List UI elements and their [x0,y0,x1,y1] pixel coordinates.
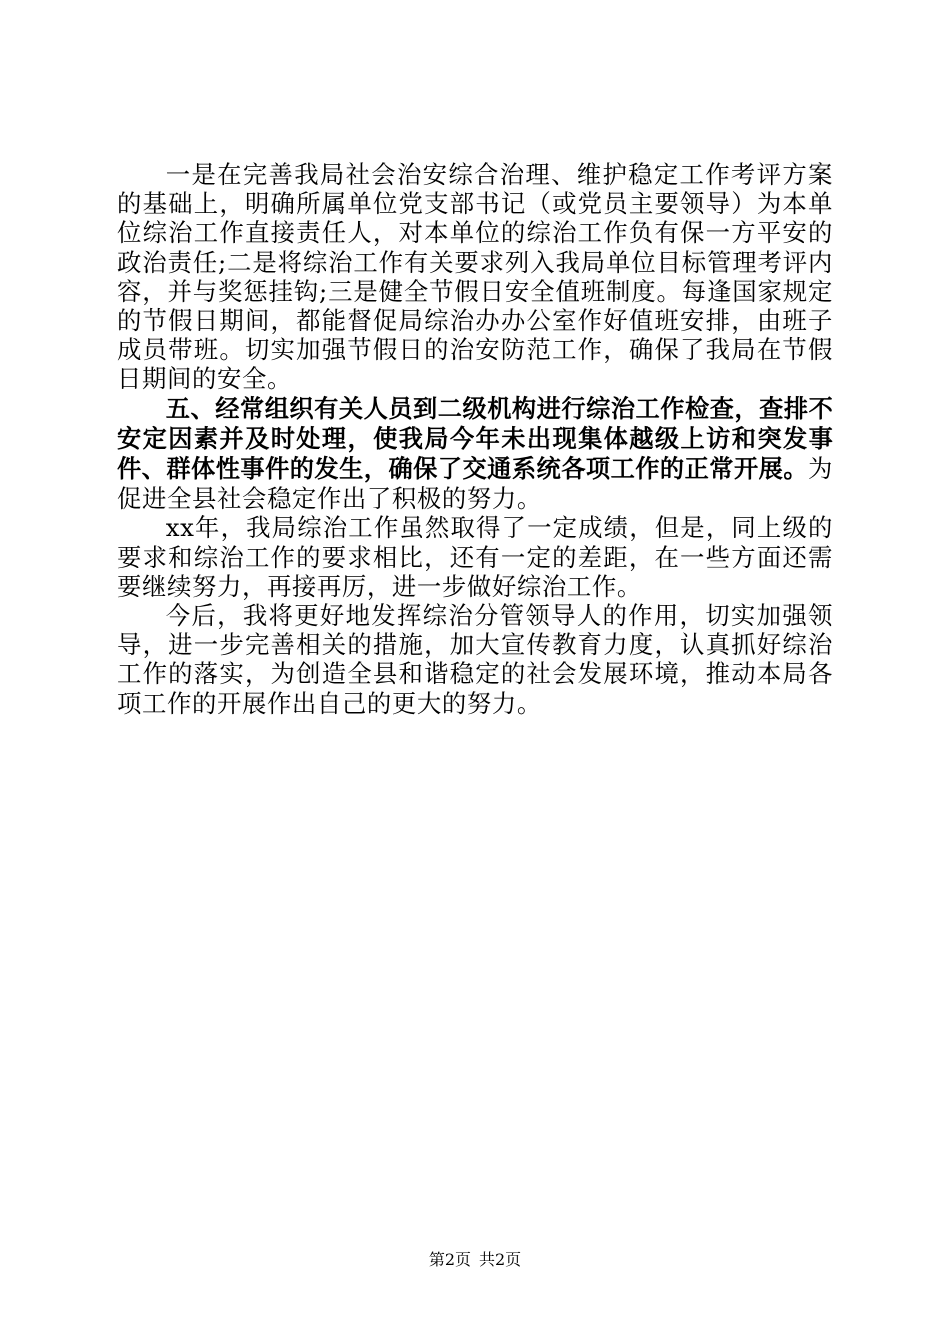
paragraph-text: xx年，我局综治工作虽然取得了一定成绩，但是，同上级的要求和综治工作的要求相比，还有一定的差距，在一些方面还需要继续努力，再接再厉，进一步做好综治工作。 [117,513,833,601]
paragraph-text: 一是在完善我局社会治安综合治理、维护稳定工作考评方案的基础上，明确所属单位党支部书记（或党员主要领导）为本单位综治工作直接责任人，对本单位的综治工作负有保一方平安的政治责任;二是将综治工作有关要求列入我局单位目标管理考评内容，并与奖惩挂钩;三是健全节假日安全值班制度。每逢国家规定的节假日期间，都能督促局综治办办公室作好值班安排，由班子成员带班。切实加强节假日的治安防范工作，确保了我局在节假日期间的安全。 [117,160,833,394]
document-body [117,160,833,718]
paragraph-heading: 五、经常组织有关人员到二级机构进行综治工作检查，查排不安定因素并及时处理，使我局今年未出现集体越级上访和突发事件、群体性事件的发生，确保了交通系统各项工作的正常开展。 [117,394,833,484]
paragraph-text: 为促进全县社会稳定作出了积极的努力。 [117,454,833,514]
page-total: 共2页 [479,1250,522,1269]
paragraph-outlook [117,601,833,718]
paragraph-shortcomings [117,513,833,601]
paragraph-inspection [117,394,833,514]
page-number: 第2页 [428,1250,471,1269]
paragraph-responsibility [117,160,833,394]
page-footer [0,1250,950,1270]
paragraph-text: 今后，我将更好地发挥综治分管领导人的作用，切实加强领导，进一步完善相关的措施，加大宣传教育力度，认真抓好综治工作的落实，为创造全县和谐稳定的社会发展环境，推动本局各项工作的开展作出自己的更大的努力。 [117,601,833,718]
